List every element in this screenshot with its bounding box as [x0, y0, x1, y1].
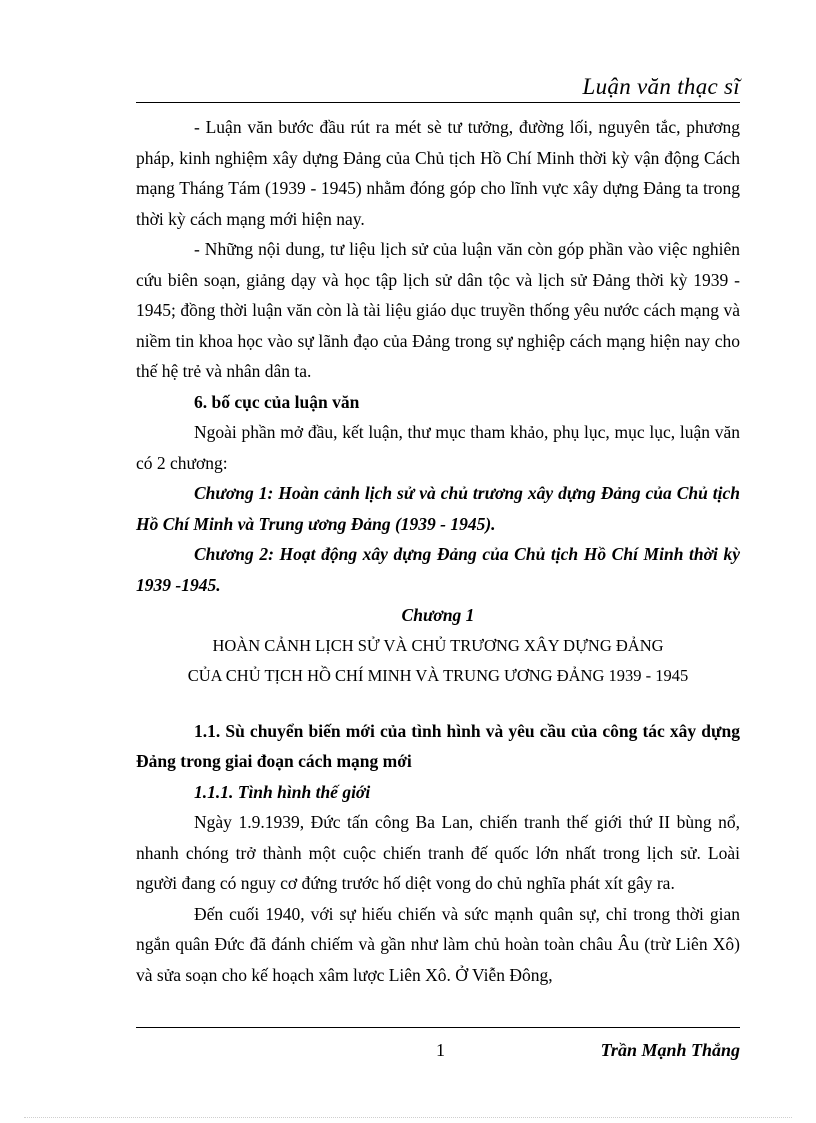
paragraph-structure: Ngoài phần mở đầu, kết luận, thư mục tham khảo, phụ lục, mục lục, luận văn có 2 chương: [136, 422, 740, 473]
page-bottom-border [24, 1117, 792, 1118]
spacer [136, 692, 740, 716]
section-6-heading: 6. bố cục của luận văn [194, 391, 360, 412]
paragraph-world-situation-1: Ngày 1.9.1939, Đức tấn công Ba Lan, chiến tranh thế giới thứ II bùng nổ, nhanh chóng trở thành một cuộc chiến tranh đế quốc lớn nhất trong lịch sử. Loài người đang có nguy cơ đứng trước hố diệt vong do chủ nghĩa phát xít gây ra. [136, 812, 740, 893]
section-1-1-heading: 1.1. Sù chuyển biến mới của tình hình và yêu cầu của công tác xây dựng Đảng trong giai đoạn cách mạng mới [136, 720, 740, 771]
chapter-title-line-2: CỦA CHỦ TỊCH HỒ CHÍ MINH VÀ TRUNG ƯƠNG ĐẢNG 1939 - 1945 [187, 666, 689, 685]
header-divider [136, 102, 740, 103]
paragraph-contribution-1: - Luận văn bước đầu rút ra mét sè tư tưởng, đường lối, nguyên tắc, phương pháp, kinh nghiệm xây dựng Đảng của Chủ tịch Hồ Chí Minh thời kỳ vận động Cách mạng Tháng Tám (1939 - 1945) nhằm đóng góp cho lĩnh vực xây dựng Đảng ta trong thời kỳ cách mạng mới hiện nay. [136, 117, 740, 229]
paragraph-contribution-2: - Những nội dung, tư liệu lịch sử của luận văn còn góp phần vào việc nghiên cứu biên soạn, giảng dạy và học tập lịch sử dân tộc và lịch sử Đảng thời kỳ 1939 - 1945; đồng thời luận văn còn là tài liệu giáo dục truyền thống yêu nước cách mạng và niềm tin khoa học vào sự lãnh đạo của Đảng trong sự nghiệp cách mạng hiện nay cho thế hệ trẻ và nhân dân ta. [136, 239, 740, 381]
chapter-title-line-1: HOÀN CẢNH LỊCH SỬ VÀ CHỦ TRƯƠNG XÂY DỰNG ĐẢNG [212, 635, 664, 655]
page-body [136, 112, 740, 990]
page-number: 1 [436, 1040, 445, 1060]
paragraph-world-situation-2: Đến cuối 1940, với sự hiếu chiến và sức mạnh quân sự, chỉ trong thời gian ngắn quân Đức đã đánh chiếm và gần như làm chủ hoàn toàn châu Âu (trừ Liên Xô) và sửa soạn cho kế hoạch xâm lược Liên Xô. Ở Viễn Đông, [136, 903, 740, 985]
chapter-2-entry: Chương 2: Hoạt động xây dựng Đảng của Chủ tịch Hồ Chí Minh thời kỳ 1939 -1945. [136, 544, 740, 595]
running-header-title: Luận văn thạc sĩ [582, 74, 740, 99]
footer-author: Trần Mạnh Thắng [600, 1040, 740, 1060]
section-1-1-1-heading: 1.1.1. Tình hình thế giới [194, 781, 371, 802]
chapter-label: Chương 1 [401, 605, 475, 625]
footer-divider [136, 1027, 740, 1028]
chapter-1-entry: Chương 1: Hoàn cảnh lịch sử và chủ trương xây dựng Đảng của Chủ tịch Hồ Chí Minh và Trung ương Đảng (1939 - 1945). [136, 483, 740, 534]
